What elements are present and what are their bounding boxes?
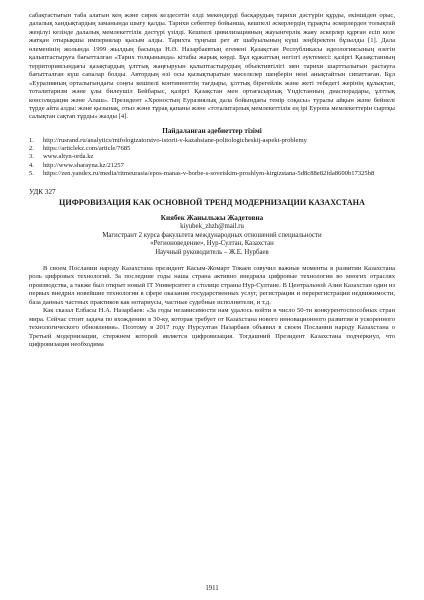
reference-link[interactable]: http://www.sharayna.kz/21257 — [43, 161, 124, 169]
reference-item — [29, 145, 395, 153]
references-heading: Пайдаланған әдебиеттер тізімі — [162, 126, 262, 135]
author-email[interactable]: kiyubek_zhzh@mail.ru — [180, 223, 244, 231]
reference-number: 2. — [29, 145, 34, 153]
reference-number: 1. — [29, 136, 34, 144]
article-paragraph-2: Как сказал Елбасы Н.А. Назарбаев: «За годы независимости нам удалось войти в число 50-ти конкурентоспособных стран мира. Сейчас стоит задача по вхождению в 30-ку, которая требует от Казахстана нового инновационного развития и ускоренного технологического обновления». Поэтому в 2017 году Нурсултан Назарбаев объявил в своем Послании народу Казахстана о Третьей модернизации, стержнем которой является цифровизация. Тогдашний Президент Казахстана подчеркнул, что цифровизация необходима — [29, 307, 395, 349]
document-page — [29, 12, 395, 350]
reference-link[interactable]: http://rusrand.ru/analytics/mifologizatorstvo-istorii-v-kazahstane-politologicheskij-aspekt-problemy — [43, 136, 307, 144]
author-name: Киябек Жаныльжы Жадетовна — [160, 214, 264, 223]
reference-number: 3. — [29, 153, 34, 161]
reference-link[interactable]: www.altyn-orda.kz — [43, 153, 94, 161]
references-list — [29, 137, 395, 178]
body-paragraph-continued: сабақтастығын таба алатын кең және сирек кездесетін елді мекендерді басқарудың тарихи дәстүрін құрды, екіншіден орыс, далалық хандықтардың заманында шығу қалды. Тарихи себептер бойынша, кешпелі әскерлердің тұрақты әскерлерден толықтай жеңілуі кезінде далалық мемлекеттілік дәстүрі үзілді. Кешпелі цивилизацияның жауынгерлік жаяу әскерлер құрған есіп келе жатқан отырықшы империялар қысым алды. Тарихта тұңғыш рет ат шабуылының күші зеңбіректен бұзылды [1]. Дала өлеменінің жолында 1999 жылдың басында Н.Ә. Назарбаевтың егемені Қазақстан Республикасы идеологиясының өзегін қалыптастыруға бағытталған «Тарих толқынында» кітабы жарық көрді. Бұл құжаттың негізгі әуктемесі: қазіргі Қазақстанның территориясындағы қазақтардың ұлттық жаңғыруын қалыптастырудың объективтілігі мен тарихи шарттылығын растауға бағытталған күш сапалар болды. Автордың өзі осы қызықтыратын мәселелер шеңберін нені анықтайтын сипаттаған. Бұл «Еуразияның орталығындағы соңғы кешпелі континенттің тағдыры, ұлттық бірегейлік және жеті тебедегі жерінің құлықтан, тоталитаризм және ұлы билеушіл Бейбарыс, қазіргі Қазақстан мен ортағасырлық Үндістанның диаспорадары, ұлттық консолидация және Алаш». Президент «Хроностың Еуразиялық дала бойындағы темір соқасы» туралы айқын және бейнелі түрде айта алды: және қызынақ, отыз және тұрақ қапаны және «тоталитарлық мемлекеттілік ең ірі Еуропа мемлекеттерін сыртқы салықтан сақтап тұрды» жазды [4]. — [29, 12, 395, 121]
reference-number: 5. — [29, 170, 34, 178]
reference-item — [29, 153, 395, 161]
article-title: ЦИФРОВИЗАЦИЯ КАК ОСНОВНОЙ ТРЕНД МОДЕРНИЗАЦИИ КАЗАХСТАНА — [59, 198, 365, 208]
reference-item — [29, 170, 395, 178]
reference-link[interactable]: https://articlekz.com/article/7685 — [43, 145, 131, 153]
reference-item — [29, 162, 395, 170]
article-paragraph-1: В своем Послании народу Казахстана президент Касым-Жомарт Токаев озвучил важные моменты в развитии Казахстана роль цифровых технологий. За последние годы наша страна активно внедряла цифровые технологии во многих отраслях производства, а также был открыт новый IT Университет в столице страны Нур-Султане. В Центральной Азии Казахстан один из первых внедрил новейшие технологии в сфере оказания государственных услуг, регистрации и перерегистрации недвижимости, база данных частных практиков как нотариусы, частные судебные исполнители, и т.д. — [29, 265, 395, 306]
reference-item — [29, 137, 395, 145]
page-number: 1911 — [205, 585, 219, 592]
reference-link[interactable]: https://zen.yandex.ru/media/ritmeurasia/epos-manas-v-borbe-s-sovetskim-proshlym-kirgizstana-5d8c88e82fda8600b17325b8 — [43, 170, 375, 178]
udc-code: УДК 327 — [29, 188, 56, 197]
reference-number: 4. — [29, 161, 34, 169]
author-affiliation: Магистрант 2 курса факультета международных отношений специальности — [102, 231, 322, 239]
supervisor: Научный руководитель – Ж.Е. Нурбаев — [155, 248, 269, 256]
author-affiliation-city: «Регионоведение», Нур-Султан, Казахстан — [150, 240, 274, 248]
